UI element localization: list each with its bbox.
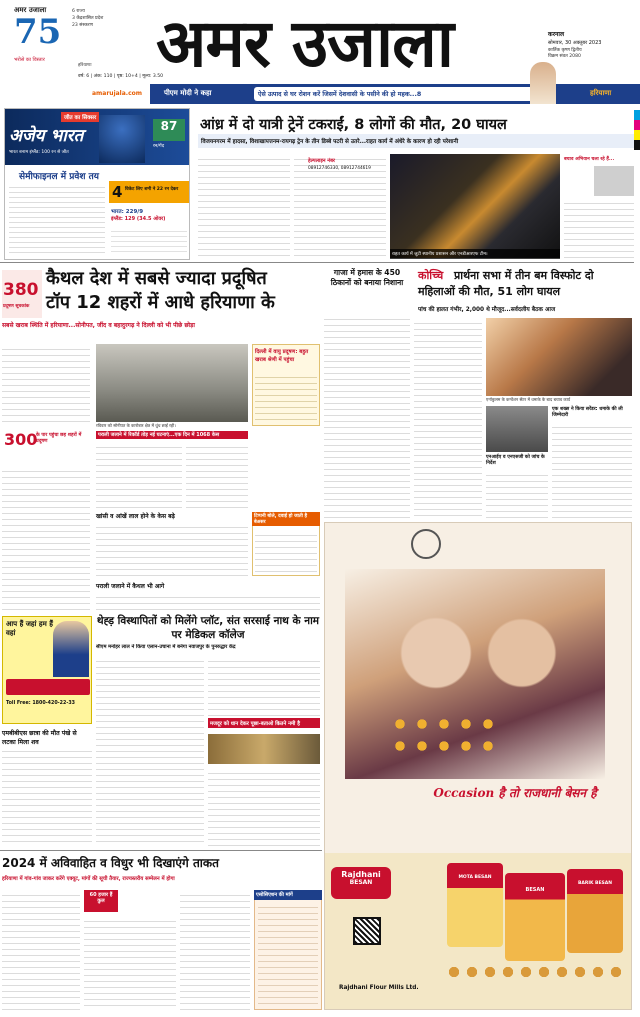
kochi-caption-left: एर्नाकुलम के कन्वेंशन सेंटर में धमाके के बाद बचाव कार्य: [486, 397, 571, 402]
ad-product: BESAN: [349, 879, 373, 886]
ad-pack-3-label: BARIK BESAN: [577, 881, 613, 886]
ad-qr-code: [353, 917, 381, 945]
pm-strip-quote-text: ऐसे उत्पाद से घर रोशन करें जिसमें देशवासी के पसीने की हो महक...8: [258, 91, 422, 98]
print-registration-marks: [634, 110, 640, 1010]
newspaper-title: अमर उजाला: [156, 4, 453, 82]
samvat: विक्रम संवत 2080: [548, 54, 581, 59]
pm-strip-right-tag: हरियाणा: [590, 89, 612, 97]
aqi-badge: [2, 270, 42, 318]
promo-item: 23 संस्करण: [72, 22, 93, 28]
demands-title: एसोसिएशन की मांगें: [254, 890, 322, 900]
stubble-story: [96, 442, 182, 508]
ad-brand-logo: [331, 867, 391, 899]
cricket-story: [9, 183, 105, 257]
stubble-headline: पराली जलाने में रिकॉर्ड तोड़ नई घटनाएं...एक दिन में 1068 केस: [96, 431, 248, 439]
lead-story-col-1: [198, 154, 290, 258]
delhi-side-headline: दिल्ली में वायु प्रदूषण: बहुत खराब श्रेणी में पहुंचा: [255, 349, 309, 363]
ad-company: Rajdhani Flour Mills Ltd.: [339, 985, 419, 991]
ad-pack-1: [447, 863, 503, 947]
kochi-photo-1: [486, 318, 632, 396]
pm-strip: [150, 84, 640, 104]
sports-lines: [255, 530, 317, 574]
pollution-rule: [0, 262, 634, 263]
pollution-story-col-1: [2, 344, 90, 426]
ad-pack-2-label: BESAN: [525, 887, 545, 893]
date-block: [548, 30, 632, 59]
left-ad: [2, 616, 92, 724]
gaza-story: [324, 314, 410, 518]
wickets-number: 4: [112, 183, 123, 201]
health-story: [96, 522, 248, 576]
thaeh-story-1: [96, 656, 204, 846]
ad-sweets: [389, 713, 499, 759]
anniversary-logo: [14, 6, 70, 64]
issue-meta: वर्ष: 6 | अंक: 110 | पृष्ठ: 10+4 | मूल्य: 3.50: [78, 74, 164, 79]
ad-pack-1-label: MOTA BESAN: [458, 875, 492, 880]
pollution-story-col-1b: [2, 466, 90, 612]
score-sub: रन/गेंद: [153, 144, 165, 149]
bottom-story-3: [180, 890, 250, 1010]
aqi-label: प्रदूषण सूचकांक: [3, 304, 30, 309]
bottom-story-2: [84, 916, 176, 1010]
cricket-logo: अजेय भारत: [9, 126, 84, 146]
promo-item: 6 राज्य: [72, 9, 85, 14]
kochi-story: [414, 318, 482, 518]
lead-side-label: बचाव अभियान चला रहे हैं...: [564, 157, 615, 162]
mbbs-headline: एमबीबीएस छात्रा की मौत पंखे से लटका मिला शव: [2, 730, 77, 746]
ad-brand: Rajdhani: [341, 870, 381, 879]
lead-side-photo: [594, 166, 634, 196]
bottom-subhead: हरियाणा में गांव-गांव जाकर करेंगे एक्यूट, मांगों की सूची तैयार, राज्यस्तरीय सम्मेलन में होगा: [2, 876, 175, 882]
gaza-headline: गाजा में हमास के 450 ठिकानों को बनाया निशाना: [330, 268, 404, 288]
hindu-date: कार्तिक कृष्ण द्वितीय: [548, 48, 582, 53]
sports-headline: टिप्पनी बोले, दवाई हो जाती है बेअसर: [252, 512, 320, 526]
anniversary-number: 75: [14, 12, 62, 52]
fire-headline: पराली जलाने में कैथल भी आगे: [96, 583, 165, 590]
promo-list: [72, 9, 103, 30]
website-link[interactable]: amarujala.com: [92, 90, 143, 97]
left-ad-person: [53, 621, 89, 677]
rajdhani-ad: [324, 522, 632, 1010]
score-india: भारत: 229/9: [111, 209, 144, 215]
grain-story: [208, 768, 320, 846]
pollution-stat-number: 300: [4, 430, 38, 449]
delhi-side-lines: [255, 372, 317, 422]
ad-tagline: Occasion है तो राजधानी बेसन है: [433, 786, 597, 800]
grain-photo: [208, 734, 320, 764]
ad-pack-2: [505, 873, 565, 961]
kochi-caption-right: एक शख्स ने किया सरेंडर: धमाके की ली जिम्मेदारी: [552, 407, 623, 418]
cricket-box: [4, 108, 190, 260]
lead-headline: आंध्र में दो यात्री ट्रेनें टकराईं, 8 लोगों की मौत, 20 घायल: [200, 117, 507, 133]
bottom-headline: 2024 में अविवाहित व विधुर भी दिखाएंगे ताकत: [2, 856, 219, 870]
lead-photo-caption: राहत कार्य में जुटी स्थानीय प्रशासन और एनडीआरएफ टीम।: [390, 249, 560, 259]
helpline-numbers: 08912746330, 08912744619: [308, 166, 384, 171]
ad-food: [445, 963, 625, 983]
kochi-caption-mid: एनआईए व एनएसजी को जांच के निर्देश: [486, 455, 545, 466]
cricket-tag: जीत का सिक्सर: [61, 112, 99, 122]
thaeh-subhead: सीएम मनोहर लाल ने किया एलान-उचाना में बनेगा नवाजपुर के पुनरुद्धार केंद्र: [96, 644, 236, 650]
edition-label: हरियाणा: [78, 63, 92, 68]
health-box-title: खांसी व आंखें लाल होने के केस बढ़े: [96, 513, 175, 520]
edition-city: करनाल: [548, 31, 565, 38]
left-ad-phone: Toll Free: 1800-420-22-33: [6, 701, 76, 706]
pollution-stat-text: के पार पहुंचा छह शहरों में प्रदूषण: [36, 433, 82, 444]
issue-date: सोमवार, 30 अक्तूबर 2023: [548, 40, 602, 46]
lead-photo: [390, 154, 560, 258]
lead-side-story: [564, 198, 634, 258]
ad-pack-3: [567, 869, 623, 953]
pollution-photo-caption: रविवार को सोनीपत के कारोबार क्षेत्र में धुंध छाई रही।: [96, 423, 176, 428]
bottom-badge: 60 हजार हैं कुल: [84, 890, 118, 912]
score-england: इंग्लैंड: 129 (34.5 ओवर): [111, 216, 166, 222]
thaeh-side-box: [208, 656, 320, 716]
pollution-subhead: सबसे खराब स्थिति में हरियाणा...सोनीपत, जींद व बहादुरगढ़ ने दिल्ली को भी पीछे छोड़ा: [2, 322, 195, 329]
left-ad-logo: [6, 679, 90, 695]
anniversary-tagline: भरोसे का विस्तार: [14, 57, 45, 63]
score-badge: [153, 119, 185, 141]
kochi-headline: प्रार्थना सभा में तीन बम विस्फोट दो महिलाओं की मौत, 51 लोग घायल: [418, 269, 594, 298]
player-photo: [99, 115, 145, 163]
pm-photo: [530, 62, 556, 104]
mbbs-story: [2, 746, 92, 846]
score-number: 87: [160, 119, 178, 133]
pollution-headline-1: कैथल देश में सबसे ज्यादा प्रदूषित: [46, 268, 267, 289]
fire-story: [96, 592, 320, 610]
wickets-badge: [109, 181, 189, 203]
helpline-title: हेल्पलाइन नंबर: [308, 158, 335, 164]
promo-item: 3 केंद्रशासित प्रदेश: [72, 15, 104, 21]
pm-strip-label: पीएम मोदी ने कहा: [164, 89, 212, 97]
kochi-mid-lines: [486, 470, 548, 518]
lead-subhead: विजयनगरम में हादसा, विशाखापत्तनम-रायगढ़ ट्रेन के तीन डिब्बे पटरी से उतरे...राहत कार्य में अंधेरे के कारण हो रही परेशानी: [198, 134, 634, 148]
thaeh-headline: थेह्ड़ विस्थापितों को मिलेंगे प्लॉट, संत सरसाई नाथ के नाम पर मेडिकल कॉलेज: [96, 615, 320, 642]
pollution-photo: [96, 344, 248, 422]
ad-seal: [411, 529, 441, 559]
kochi-right-lines: [552, 422, 632, 518]
left-ad-title: आप हैं जहां हम हैं वहां: [6, 620, 53, 637]
demands-lines: [258, 902, 318, 1006]
stubble-story-2: [186, 442, 248, 508]
cricket-teaser: भारत बनाम इंग्लैंड: 100 रन से जीत: [9, 150, 69, 155]
grain-headline: मजदूर को धान देकर पूछा-बताओ कितने नमी है: [208, 718, 320, 728]
left-logo-small: अमर उजाला: [14, 6, 47, 14]
kochi-subhead: पांच की हालत गंभीर, 2,000 थे मौजूद...सर्वदलीय बैठक आज: [418, 307, 556, 313]
bottom-story-1: [2, 890, 80, 1010]
pollution-headline-2: टॉप 12 शहरों में आधे हरियाणा के: [46, 292, 275, 313]
cricket-headline: सेमीफाइनल में प्रवेश तय: [19, 172, 99, 182]
aqi-value: 380: [3, 280, 39, 300]
cricket-side-lines: [111, 227, 187, 255]
wickets-text: विकेट लिए शमी ने 22 रन देकर: [125, 187, 179, 192]
bottom-rule: [0, 850, 322, 851]
kochi-photo-2: [486, 406, 548, 452]
kochi-label: कोच्चि: [418, 269, 444, 282]
